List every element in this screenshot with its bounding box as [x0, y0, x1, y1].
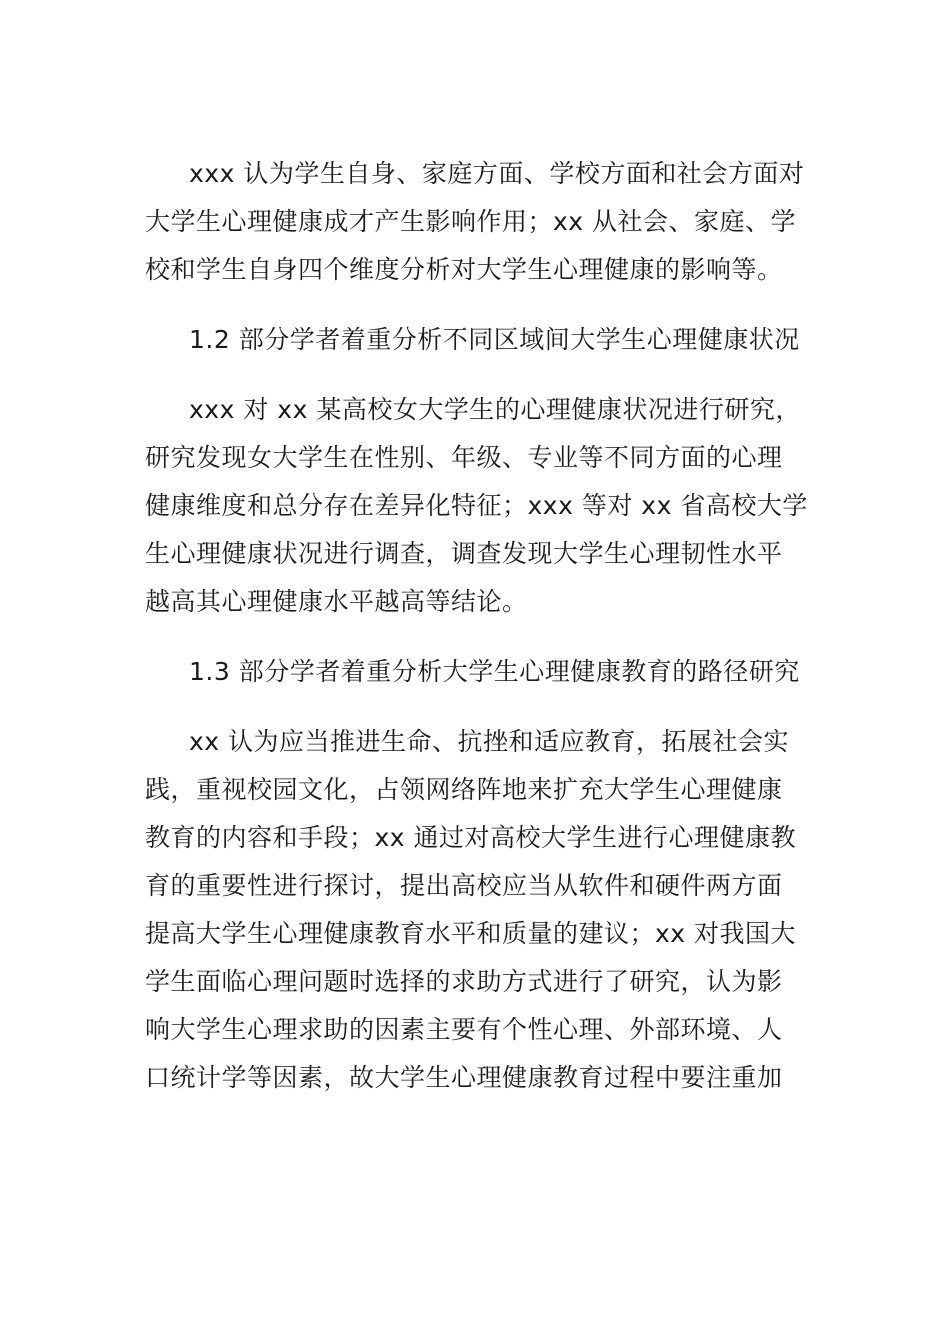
heading-line: 1.3 部分学者着重分析大学生心理健康教育的路径研究 — [189, 657, 800, 686]
section-heading-1-2 — [145, 316, 805, 364]
paragraph-line: 健康维度和总分存在差异化特征；xxx 等对 xx 省高校大学 — [145, 491, 808, 520]
paragraph-line: xxx 对 xx 某高校女大学生的心理健康状况进行研究， — [189, 395, 801, 424]
section-heading-1-3 — [145, 648, 805, 696]
paragraph-line: 生心理健康状况进行调查，调查发现大学生心理韧性水平 — [145, 539, 783, 568]
paragraph-line: 践，重视校园文化，占领网络阵地来扩充大学生心理健康 — [145, 775, 783, 804]
paragraph-line: 响大学生心理求助的因素主要有个性心理、外部环境、人 — [145, 1015, 783, 1044]
paragraph-line: xx 认为应当推进生命、抗挫和适应教育，拓展社会实 — [189, 727, 790, 756]
heading-line: 1.2 部分学者着重分析不同区域间大学生心理健康状况 — [189, 325, 800, 354]
paragraph-line: 校和学生自身四个维度分析对大学生心理健康的影响等。 — [145, 255, 783, 284]
paragraph-line: 研究发现女大学生在性别、年级、专业等不同方面的心理 — [145, 443, 783, 472]
paragraph-line: 越高其心理健康水平越高等结论。 — [145, 587, 528, 616]
paragraph-line: 教育的内容和手段；xx 通过对高校大学生进行心理健康教 — [145, 823, 797, 852]
paragraph-influencing-factors — [145, 150, 805, 294]
paragraph-line: 学生面临心理问题时选择的求助方式进行了研究，认为影 — [145, 967, 783, 996]
paragraph-line: 大学生心理健康成才产生影响作用；xx 从社会、家庭、学 — [145, 207, 797, 236]
paragraph-line: 育的重要性进行探讨，提出高校应当从软件和硬件两方面 — [145, 871, 783, 900]
paragraph-line: 口统计学等因素，故大学生心理健康教育过程中要注重加 — [145, 1063, 783, 1092]
paragraph-education-paths — [145, 718, 805, 1102]
paragraph-line: xxx 认为学生自身、家庭方面、学校方面和社会方面对 — [189, 159, 805, 188]
document-body — [145, 150, 808, 1102]
paragraph-line: 提高大学生心理健康教育水平和质量的建议；xx 对我国大 — [145, 919, 797, 948]
paragraph-regional-status — [145, 386, 808, 626]
